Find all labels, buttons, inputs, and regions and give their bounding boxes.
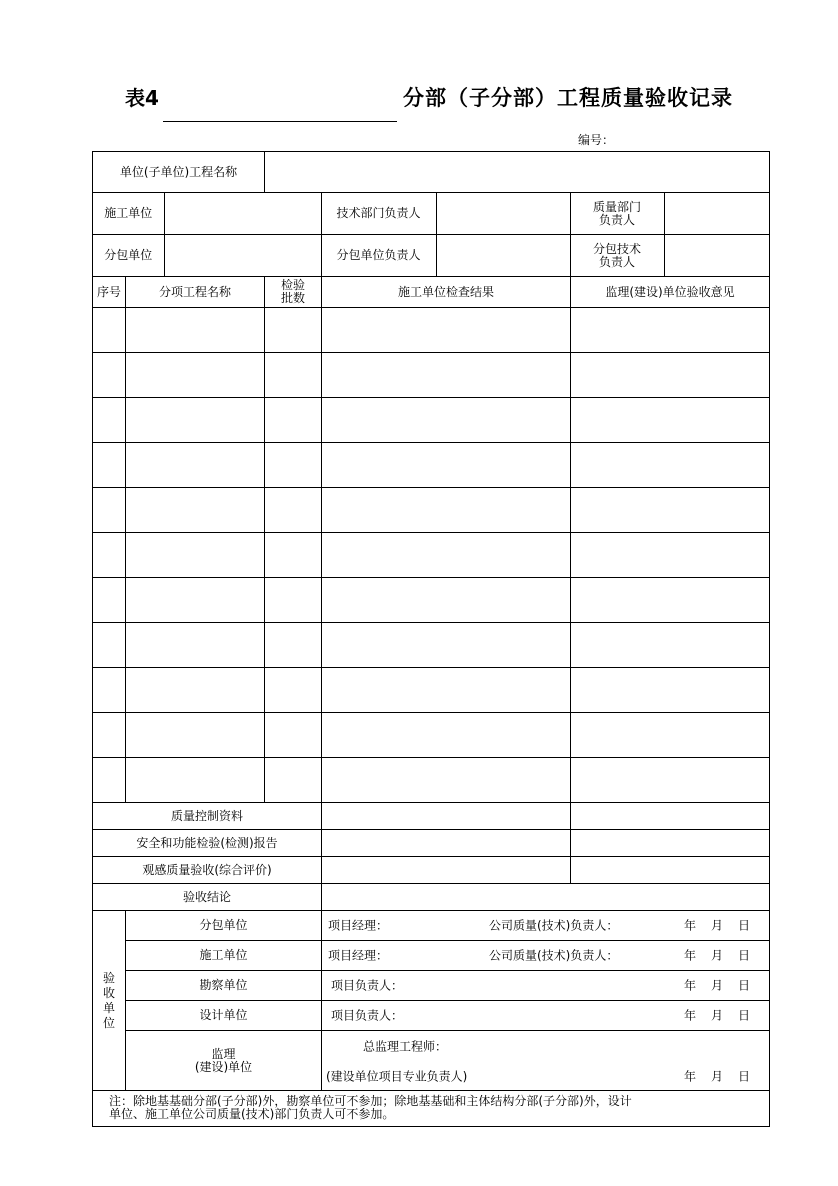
inspection-result-cell[interactable] <box>322 443 571 488</box>
form-code-underline <box>163 121 397 122</box>
seq-cell[interactable] <box>93 443 126 488</box>
seq-cell[interactable] <box>93 668 126 713</box>
seq-cell[interactable] <box>93 713 126 758</box>
supervision-opinion-cell[interactable] <box>571 578 770 623</box>
col-header-batch-count: 检验 批数 <box>265 277 322 308</box>
table-row <box>93 398 770 443</box>
table-row <box>93 353 770 398</box>
batch-count-cell[interactable] <box>265 488 322 533</box>
seq-cell[interactable] <box>93 353 126 398</box>
supervision-opinion-cell[interactable] <box>571 713 770 758</box>
item-name-cell[interactable] <box>126 443 265 488</box>
batch-count-cell[interactable] <box>265 578 322 623</box>
design-unit-label: 设计单位 <box>126 1001 322 1031</box>
inspection-result-cell[interactable] <box>322 533 571 578</box>
item-name-cell[interactable] <box>126 578 265 623</box>
supervision-opinion-cell[interactable] <box>571 308 770 353</box>
batch-count-cell[interactable] <box>265 308 322 353</box>
item-name-cell[interactable] <box>126 398 265 443</box>
supervision-opinion-cell[interactable] <box>571 398 770 443</box>
safety-function-report-opinion[interactable] <box>571 830 770 857</box>
survey-unit-label: 勘察单位 <box>126 971 322 1001</box>
table-row <box>93 668 770 713</box>
inspection-result-cell[interactable] <box>322 668 571 713</box>
item-name-cell[interactable] <box>126 308 265 353</box>
footnote <box>93 1091 770 1127</box>
survey-sign-field[interactable]: 项目负责人： 年 月 日 <box>322 971 770 1001</box>
project-name-label: 单位(子单位)工程名称 <box>93 152 265 193</box>
subcontractor-label: 分包单位 <box>93 235 164 276</box>
quality-control-data-label: 质量控制资料 <box>93 803 322 830</box>
table-row <box>93 623 770 668</box>
subcontractor-head-field[interactable] <box>436 235 570 276</box>
item-name-cell[interactable] <box>126 758 265 803</box>
col-header-inspection-result: 施工单位检查结果 <box>322 277 571 308</box>
subcontractor-unit-label: 分包单位 <box>126 911 322 941</box>
table-row <box>93 758 770 803</box>
quality-dept-head-field[interactable] <box>664 193 770 234</box>
subcontractor-tech-head-label: 分包技术 负责人 <box>570 235 664 276</box>
inspection-result-cell[interactable] <box>322 398 571 443</box>
safety-function-report-label: 安全和功能检验(检测)报告 <box>93 830 322 857</box>
design-sign-field[interactable]: 项目负责人： 年 月 日 <box>322 1001 770 1031</box>
serial-number-label: 编号： <box>578 133 615 147</box>
seq-cell[interactable] <box>93 578 126 623</box>
item-name-cell[interactable] <box>126 533 265 578</box>
batch-count-cell[interactable] <box>265 443 322 488</box>
construction-unit-sign-label: 施工单位 <box>126 941 322 971</box>
quality-dept-head-label: 质量部门 负责人 <box>570 193 664 234</box>
appearance-quality-opinion[interactable] <box>571 857 770 884</box>
col-header-supervision-opinion: 监理(建设)单位验收意见 <box>571 277 770 308</box>
inspection-result-cell[interactable] <box>322 488 571 533</box>
supervision-opinion-cell[interactable] <box>571 533 770 578</box>
inspection-result-cell[interactable] <box>322 353 571 398</box>
item-name-cell[interactable] <box>126 623 265 668</box>
inspection-result-cell[interactable] <box>322 578 571 623</box>
seq-cell[interactable] <box>93 488 126 533</box>
supervision-unit-label: 监理 (建设)单位 <box>126 1031 322 1091</box>
inspection-result-cell[interactable] <box>322 308 571 353</box>
subcontractor-field[interactable] <box>164 235 321 276</box>
item-name-cell[interactable] <box>126 488 265 533</box>
supervision-opinion-cell[interactable] <box>571 668 770 713</box>
page-title: 分部（子分部）工程质量验收记录 <box>403 86 733 110</box>
acceptance-record-table <box>92 151 770 1127</box>
supervision-opinion-cell[interactable] <box>571 623 770 668</box>
footnote-line-2: 单位、施工单位公司质量(技术)部门负责人可不参加。 <box>109 1107 395 1121</box>
seq-cell[interactable] <box>93 308 126 353</box>
table-row <box>93 488 770 533</box>
appearance-quality-result[interactable] <box>322 857 571 884</box>
construction-unit-field[interactable] <box>164 193 321 234</box>
supervision-sign-field[interactable]: 总监理工程师： (建设单位项目专业负责人) 年 月 日 <box>322 1031 770 1091</box>
subcontractor-tech-head-field[interactable] <box>664 235 770 276</box>
seq-cell[interactable] <box>93 623 126 668</box>
supervision-opinion-cell[interactable] <box>571 443 770 488</box>
batch-count-cell[interactable] <box>265 713 322 758</box>
col-header-item-name: 分项工程名称 <box>126 277 265 308</box>
inspection-result-cell[interactable] <box>322 758 571 803</box>
construction-sign-field[interactable]: 项目经理： 公司质量(技术)负责人： 年 月 日 <box>322 941 770 971</box>
table-row <box>93 308 770 353</box>
supervision-opinion-cell[interactable] <box>571 353 770 398</box>
construction-unit-label: 施工单位 <box>93 193 164 234</box>
inspection-result-cell[interactable] <box>322 623 571 668</box>
appearance-quality-label: 观感质量验收(综合评价) <box>93 857 322 884</box>
batch-count-cell[interactable] <box>265 623 322 668</box>
supervision-opinion-cell[interactable] <box>571 758 770 803</box>
table-row <box>93 713 770 758</box>
project-name-field[interactable] <box>265 152 770 193</box>
form-code: 表4 <box>125 86 159 110</box>
batch-count-cell[interactable] <box>265 353 322 398</box>
acceptance-units-label: 验收单位 <box>93 911 126 1091</box>
item-name-cell[interactable] <box>126 668 265 713</box>
acceptance-conclusion-label: 验收结论 <box>93 884 322 911</box>
table-row <box>93 443 770 488</box>
col-header-seq: 序号 <box>93 277 126 308</box>
quality-control-data-opinion[interactable] <box>571 803 770 830</box>
seq-cell[interactable] <box>93 398 126 443</box>
acceptance-conclusion-field[interactable] <box>322 884 770 911</box>
table-row <box>93 578 770 623</box>
seq-cell[interactable] <box>93 758 126 803</box>
quality-control-data-result[interactable] <box>322 803 571 830</box>
footnote-line-1: 注：除地基基础分部(子分部)外，勘察单位可不参加；除地基基础和主体结构分部(子分部)外，设计 <box>109 1094 632 1108</box>
batch-count-cell[interactable] <box>265 398 322 443</box>
batch-count-cell[interactable] <box>265 533 322 578</box>
tech-dept-head-field[interactable] <box>436 193 570 234</box>
subcontractor-sign-field[interactable]: 项目经理： 公司质量(技术)负责人： 年 月 日 <box>322 911 770 941</box>
supervision-opinion-cell[interactable] <box>571 488 770 533</box>
seq-cell[interactable] <box>93 533 126 578</box>
subcontractor-head-label: 分包单位负责人 <box>321 235 436 276</box>
tech-dept-head-label: 技术部门负责人 <box>321 193 436 234</box>
item-name-cell[interactable] <box>126 713 265 758</box>
table-row <box>93 533 770 578</box>
safety-function-report-result[interactable] <box>322 830 571 857</box>
item-name-cell[interactable] <box>126 353 265 398</box>
inspection-result-cell[interactable] <box>322 713 571 758</box>
batch-count-cell[interactable] <box>265 668 322 713</box>
batch-count-cell[interactable] <box>265 758 322 803</box>
